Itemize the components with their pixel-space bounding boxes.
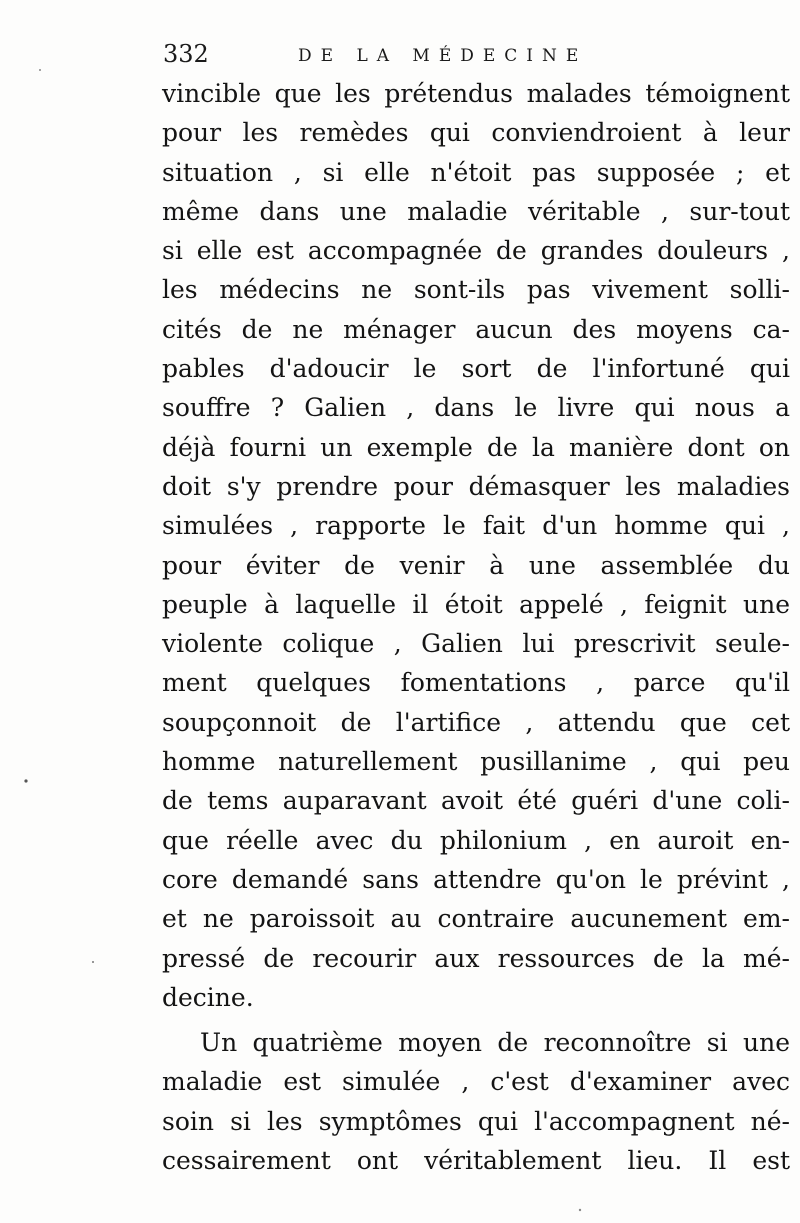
paragraph-1	[162, 74, 790, 1017]
text-line: si elle est accompagnée de grandes douleurs ,	[162, 236, 790, 266]
text-line: déjà fourni un exemple de la manière dont on	[162, 432, 790, 462]
running-head	[163, 40, 783, 76]
running-title: DE LA MÉDECINE	[298, 46, 588, 66]
text-line: cessairement ont véritablement lieu. Il est	[162, 1146, 790, 1176]
text-line: violente colique , Galien lui prescrivit seule-	[162, 629, 790, 659]
body-text	[162, 74, 790, 1180]
text-line: homme naturellement pusillanime , qui peu	[162, 747, 790, 777]
text-line: core demandé sans attendre qu'on le prévint ,	[162, 864, 790, 894]
text-line: les médecins ne sont-ils pas vivement solli-	[162, 275, 790, 305]
ink-speck	[92, 961, 94, 963]
text-line: et ne paroissoit au contraire aucunement em-	[162, 904, 790, 934]
text-line: maladie est simulée , c'est d'examiner avec	[162, 1067, 790, 1097]
ink-speck	[24, 779, 27, 782]
text-line: Un quatrième moyen de reconnoître si une	[200, 1028, 790, 1058]
page-number: 332	[163, 40, 209, 68]
text-line: même dans une maladie véritable , sur-tout	[162, 196, 790, 226]
text-line: que réelle avec du philonium , en auroit en-	[162, 825, 790, 855]
text-line: pables d'adoucir le sort de l'infortuné qui	[162, 354, 790, 384]
text-line: situation , si elle n'étoit pas supposée ; et	[162, 157, 790, 187]
text-line: simulées , rapporte le fait d'un homme qui ,	[162, 511, 790, 541]
text-line: de tems auparavant avoit été guéri d'une coli-	[162, 786, 790, 816]
ink-speck	[579, 1209, 581, 1211]
text-line: pressé de recourir aux ressources de la mé-	[162, 943, 790, 973]
text-line: souffre ? Galien , dans le livre qui nous a	[162, 393, 790, 423]
text-line: soin si les symptômes qui l'accompagnent né-	[162, 1106, 790, 1136]
text-line: peuple à laquelle il étoit appelé , feignit une	[162, 589, 790, 619]
text-line: vincible que les prétendus malades témoignent	[162, 79, 790, 108]
text-line: pour éviter de venir à une assemblée du	[162, 550, 790, 580]
text-line: doit s'y prendre pour démasquer les maladies	[162, 471, 790, 501]
text-line: pour les remèdes qui conviendroient à leur	[162, 118, 790, 148]
paragraph-2	[162, 1023, 790, 1180]
text-line: decine.	[162, 982, 254, 1012]
text-line: ment quelques fomentations , parce qu'il	[162, 668, 790, 698]
ink-speck	[39, 69, 41, 71]
text-line: cités de ne ménager aucun des moyens ca-	[162, 314, 790, 344]
text-line: soupçonnoit de l'artifice , attendu que cet	[162, 707, 790, 737]
